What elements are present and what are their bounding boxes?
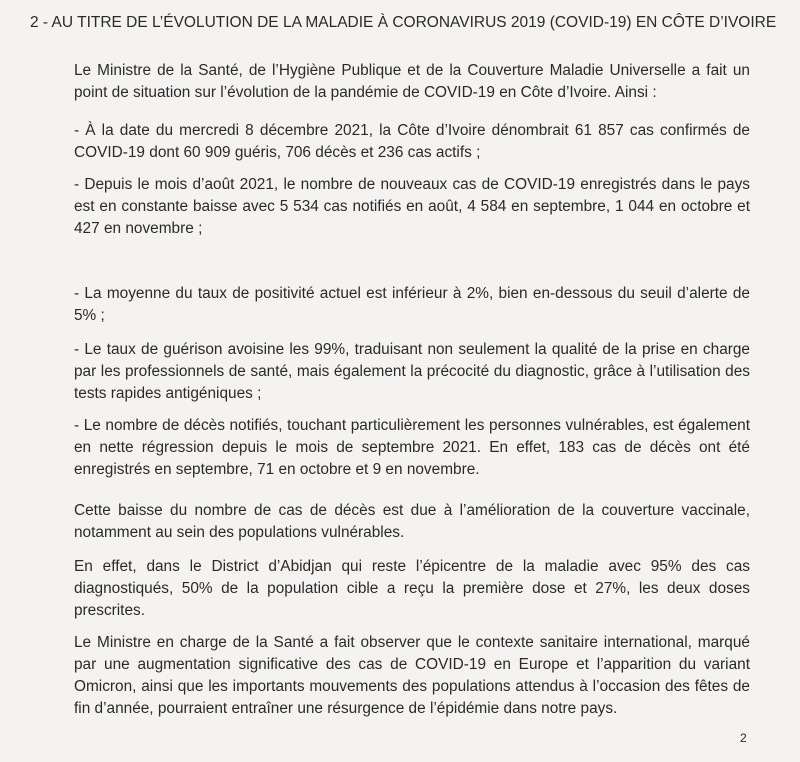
paragraph-vaccination-coverage: Cette baisse du nombre de cas de décès est due à l’amélioration de la couverture vaccinale, notamment au sein des populations vulnérables. xyxy=(74,502,750,541)
paragraph-abidjan-district: En effet, dans le District d’Abidjan qui reste l’épicentre de la maladie avec 95% des cas diagnostiqués, 50% de la population cible a reçu la première dose et 27%, les deux doses prescrites. xyxy=(74,558,750,619)
page-number: 2 xyxy=(740,731,747,745)
section-title: 2 - AU TITRE DE L’ÉVOLUTION DE LA MALADIE À CORONAVIRUS 2019 (COVID-19) EN CÔTE D’IVOIRE xyxy=(30,14,777,31)
paragraph-recovery-rate: - Le taux de guérison avoisine les 99%, traduisant non seulement la qualité de la prise en charge par les professionnels de santé, mais également la précocité du diagnostic, grâce à l’utilisation des tests rapides antigéniques ; xyxy=(74,341,750,402)
paragraph-intro: Le Ministre de la Santé, de l’Hygiène Publique et de la Couverture Maladie Universelle a fait un point de situation sur l’évolution de la pandémie de COVID-19 en Côte d’Ivoire. Ainsi : xyxy=(74,62,750,101)
paragraph-case-count: - À la date du mercredi 8 décembre 2021, la Côte d’Ivoire dénombrait 61 857 cas confirmés de COVID-19 dont 60 909 guéris, 706 décès et 236 cas actifs ; xyxy=(74,122,750,161)
paragraph-omicron-warning: Le Ministre en charge de la Santé a fait observer que le contexte sanitaire international, marqué par une augmentation significative des cas de COVID-19 en Europe et l’apparition du variant Omicron, ainsi que les importants mouvements des populations attendus à l’occasion des fêtes de fin d’année, pourraient entraîner une résurgence de l’épidémie dans notre pays. xyxy=(74,634,750,717)
paragraph-deaths: - Le nombre de décès notifiés, touchant particulièrement les personnes vulnérables, est également en nette régression depuis le mois de septembre 2021. En effet, 183 cas de décès ont été enregistrés en septembre, 71 en octobre et 9 en novembre. xyxy=(74,417,750,478)
paragraph-new-cases-trend: - Depuis le mois d’août 2021, le nombre de nouveaux cas de COVID-19 enregistrés dans le pays est en constante baisse avec 5 534 cas notifiés en août, 4 584 en septembre, 1 044 en octobre et 427 en novembre ; xyxy=(74,176,750,237)
paragraph-positivity-rate: - La moyenne du taux de positivité actuel est inférieur à 2%, bien en-dessous du seuil d’alerte de 5% ; xyxy=(74,285,750,324)
